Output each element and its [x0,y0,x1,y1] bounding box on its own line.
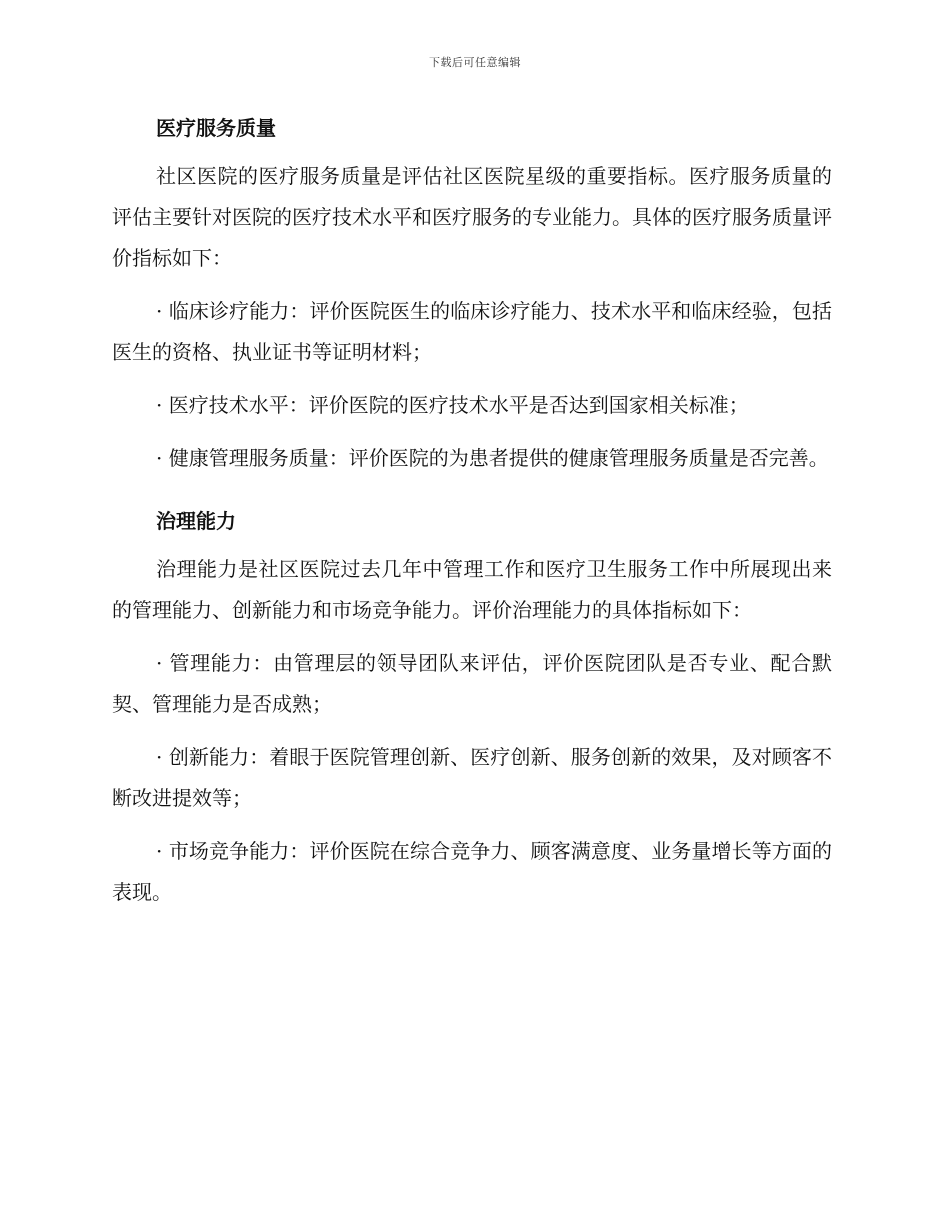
section-heading-governance: 治理能力 [156,509,236,533]
list-item-innovation-ability: · 创新能力：着眼于医院管理创新、医疗创新、服务创新的效果，及对顾客不断改进提效等； [112,745,832,810]
document-body [112,108,832,925]
section-intro-medical-quality: 社区医院的医疗服务质量是评估社区医院星级的重要指标。医疗服务质量的评估主要针对医院的医疗技术水平和医疗服务的专业能力。具体的医疗服务质量评价指标如下： [112,164,832,270]
section-intro-governance: 治理能力是社区医院过去几年中管理工作和医疗卫生服务工作中所展现出来的管理能力、创新能力和市场竞争能力。评价治理能力的具体指标如下： [112,557,832,622]
list-item-market-competitiveness: · 市场竞争能力：评价医院在综合竞争力、顾客满意度、业务量增长等方面的表现。 [112,839,832,904]
list-item-clinical-ability: · 临床诊疗能力：评价医院医生的临床诊疗能力、技术水平和临床经验，包括医生的资格、执业证书等证明材料； [112,299,832,364]
list-item-health-management: · 健康管理服务质量：评价医院的为患者提供的健康管理服务质量是否完善。 [156,446,829,470]
section-heading-medical-quality: 医疗服务质量 [156,116,276,140]
header-note: 下载后可任意编辑 [429,56,521,69]
list-item-technical-level: · 医疗技术水平：评价医院的医疗技术水平是否达到国家相关标准； [156,393,749,417]
list-item-management-ability: · 管理能力：由管理层的领导团队来评估，评价医院团队是否专业、配合默契、管理能力是否成熟； [112,651,832,716]
